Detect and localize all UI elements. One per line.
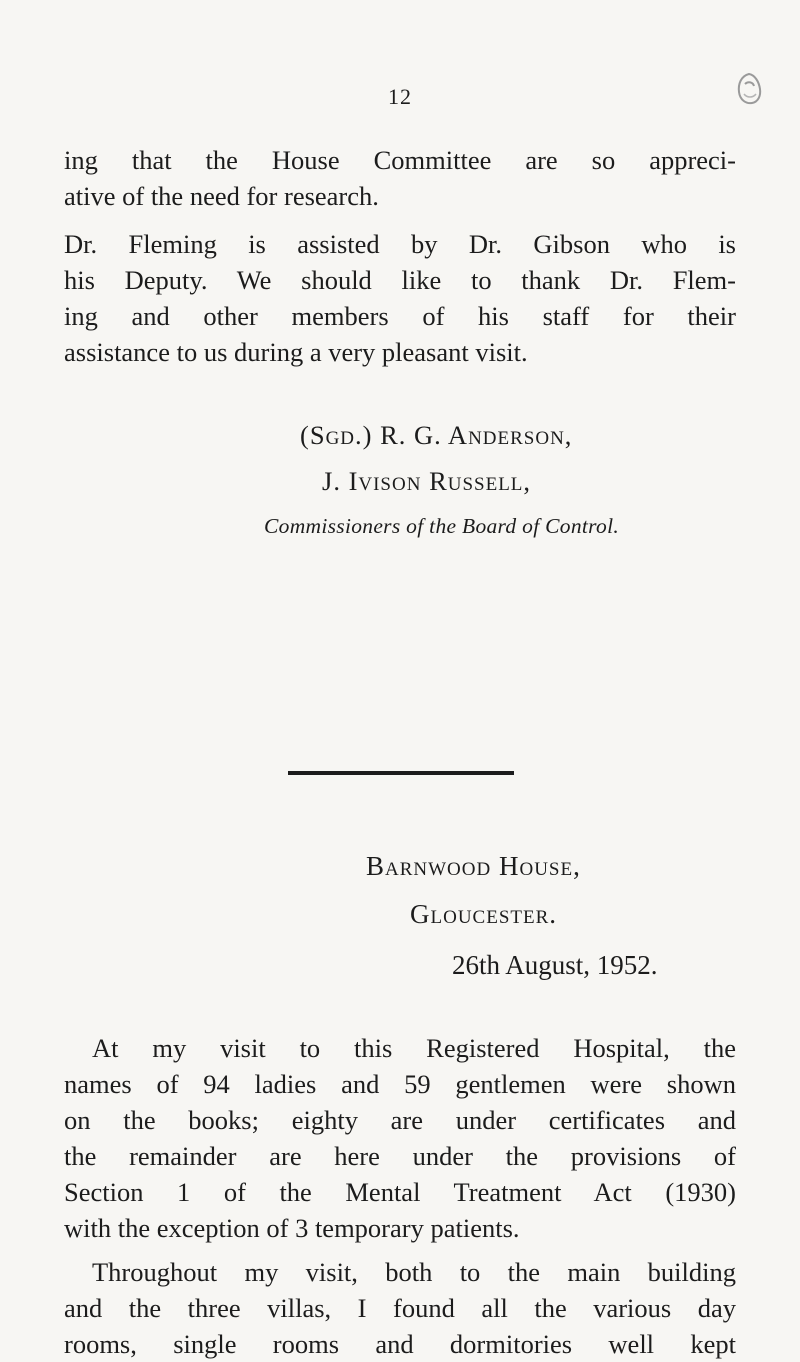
paragraph-premises bbox=[64, 1254, 736, 1362]
text-line: rooms, single rooms and dormitories well kept bbox=[64, 1329, 736, 1359]
text-line: ative of the need for research. bbox=[64, 181, 379, 211]
text-line: his Deputy. We should like to thank Dr. Flem- bbox=[64, 265, 736, 295]
text-line: and the three villas, I found all the various day bbox=[64, 1293, 736, 1323]
text-line: Throughout my visit, both to the main building bbox=[92, 1257, 736, 1287]
paragraph-patients bbox=[64, 1030, 736, 1246]
institution-name: Barnwood House, bbox=[366, 851, 581, 881]
text-line: Section 1 of the Mental Treatment Act (1930) bbox=[64, 1177, 736, 1207]
text-line: ing and other members of his staff for their bbox=[64, 301, 736, 331]
text-line: names of 94 ladies and 59 gentlemen were shown bbox=[64, 1069, 736, 1099]
text-line: with the exception of 3 temporary patients. bbox=[64, 1213, 520, 1243]
text-line: ing that the House Committee are so appreci- bbox=[64, 145, 736, 175]
text-line: assistance to us during a very pleasant visit. bbox=[64, 337, 528, 367]
text-line: on the books; eighty are under certificates and bbox=[64, 1105, 736, 1135]
institution-city: Gloucester. bbox=[410, 899, 558, 929]
text-line: the remainder are here under the provisions of bbox=[64, 1141, 736, 1171]
text-line: At my visit to this Registered Hospital, the bbox=[92, 1033, 736, 1063]
paragraph-thanks bbox=[64, 226, 736, 370]
signatory-role: Commissioners of the Board of Control. bbox=[264, 514, 620, 538]
page-number: 12 bbox=[388, 84, 412, 109]
report-date: 26th August, 1952. bbox=[452, 950, 658, 980]
paragraph-continued bbox=[64, 142, 736, 214]
text-line: Dr. Fleming is assisted by Dr. Gibson who is bbox=[64, 229, 736, 259]
section-divider bbox=[288, 771, 514, 775]
signatory-russell: J. Ivison Russell, bbox=[322, 466, 532, 496]
signatory-anderson: (Sgd.) R. G. Anderson, bbox=[300, 420, 573, 450]
